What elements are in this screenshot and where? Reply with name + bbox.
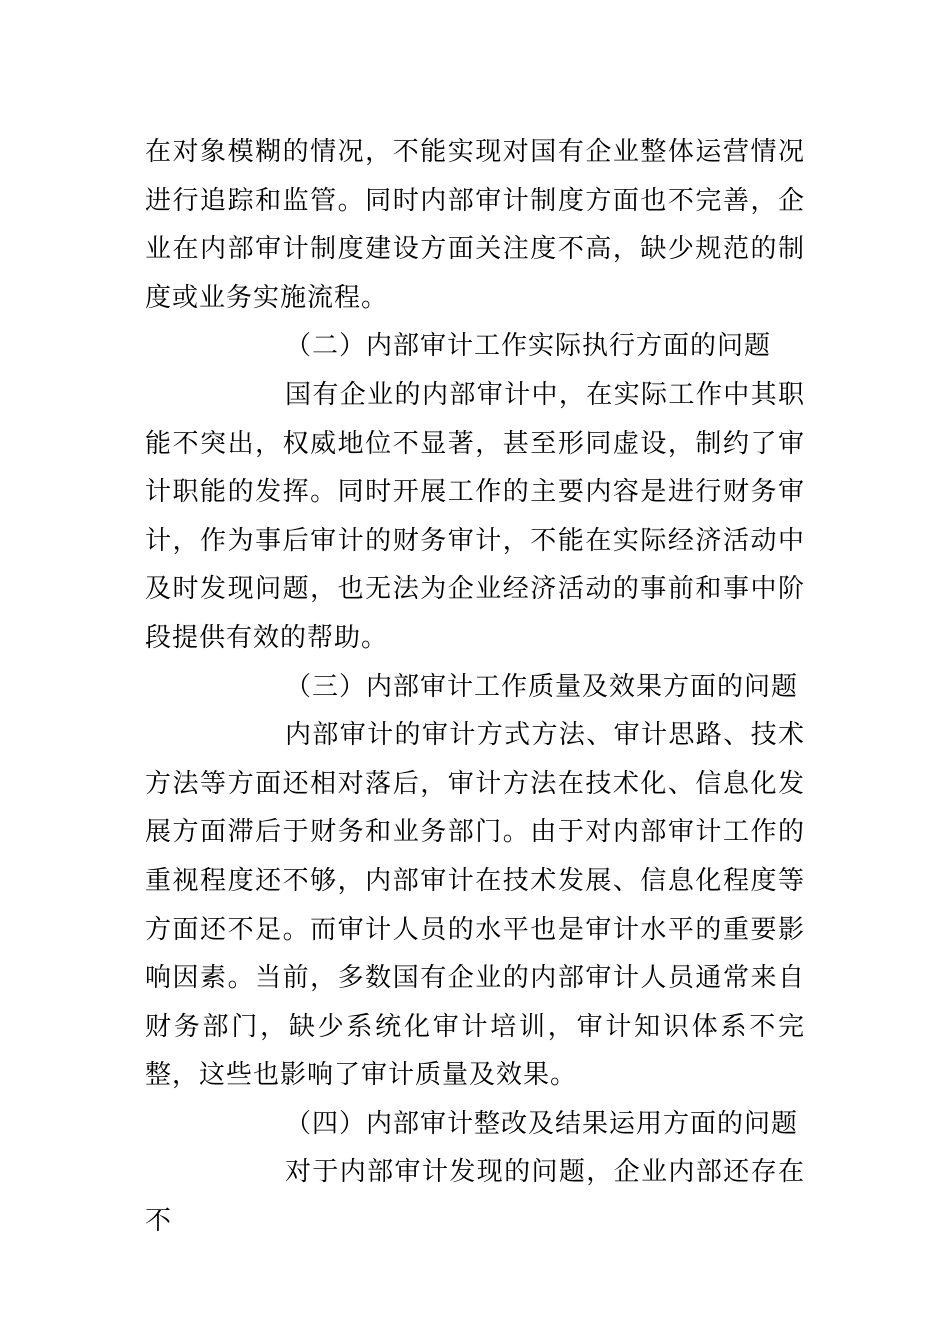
paragraph-2: 国有企业的内部审计中，在实际工作中其职能不突出，权威地位不显著，甚至形同虚设，制约了审计职能的发挥。同时开展工作的主要内容是进行财务审计，作为事后审计的财务审计，不能在实际经济活动中及时发现问题，也无法为企业经济活动的事前和事中阶段提供有效的帮助。 (145, 379, 805, 653)
section-heading-4: （四）内部审计整改及结果运用方面的问题 (285, 1108, 799, 1139)
paragraph-3: 内部审计的审计方式方法、审计思路、技术方法等方面还相对落后，审计方法在技术化、信息化发展方面滞后于财务和业务部门。由于对内部审计工作的重视程度还不够，内部审计在技术发展、信息化程度等方面还不足。而审计人员的水平也是审计水平的重要影响因素。当前，多数国有企业的内部审计人员通常来自财务部门，缺少系统化审计培训，审计知识体系不完整，这些也影响了审计质量及效果。 (145, 720, 805, 1091)
section-heading-2: （二）内部审计工作实际执行方面的问题 (285, 331, 772, 362)
paragraph-4: 对于内部审计发现的问题，企业内部还存在不 (145, 1157, 805, 1237)
paragraph-1: 在对象模糊的情况，不能实现对国有企业整体运营情况进行追踪和监管。同时内部审计制度方面也不完善，企业在内部审计制度建设方面关注度不高，缺少规范的制度或业务实施流程。 (145, 137, 805, 313)
section-heading-3: （三）内部审计工作质量及效果方面的问题 (285, 671, 799, 702)
document-body (145, 128, 805, 1246)
